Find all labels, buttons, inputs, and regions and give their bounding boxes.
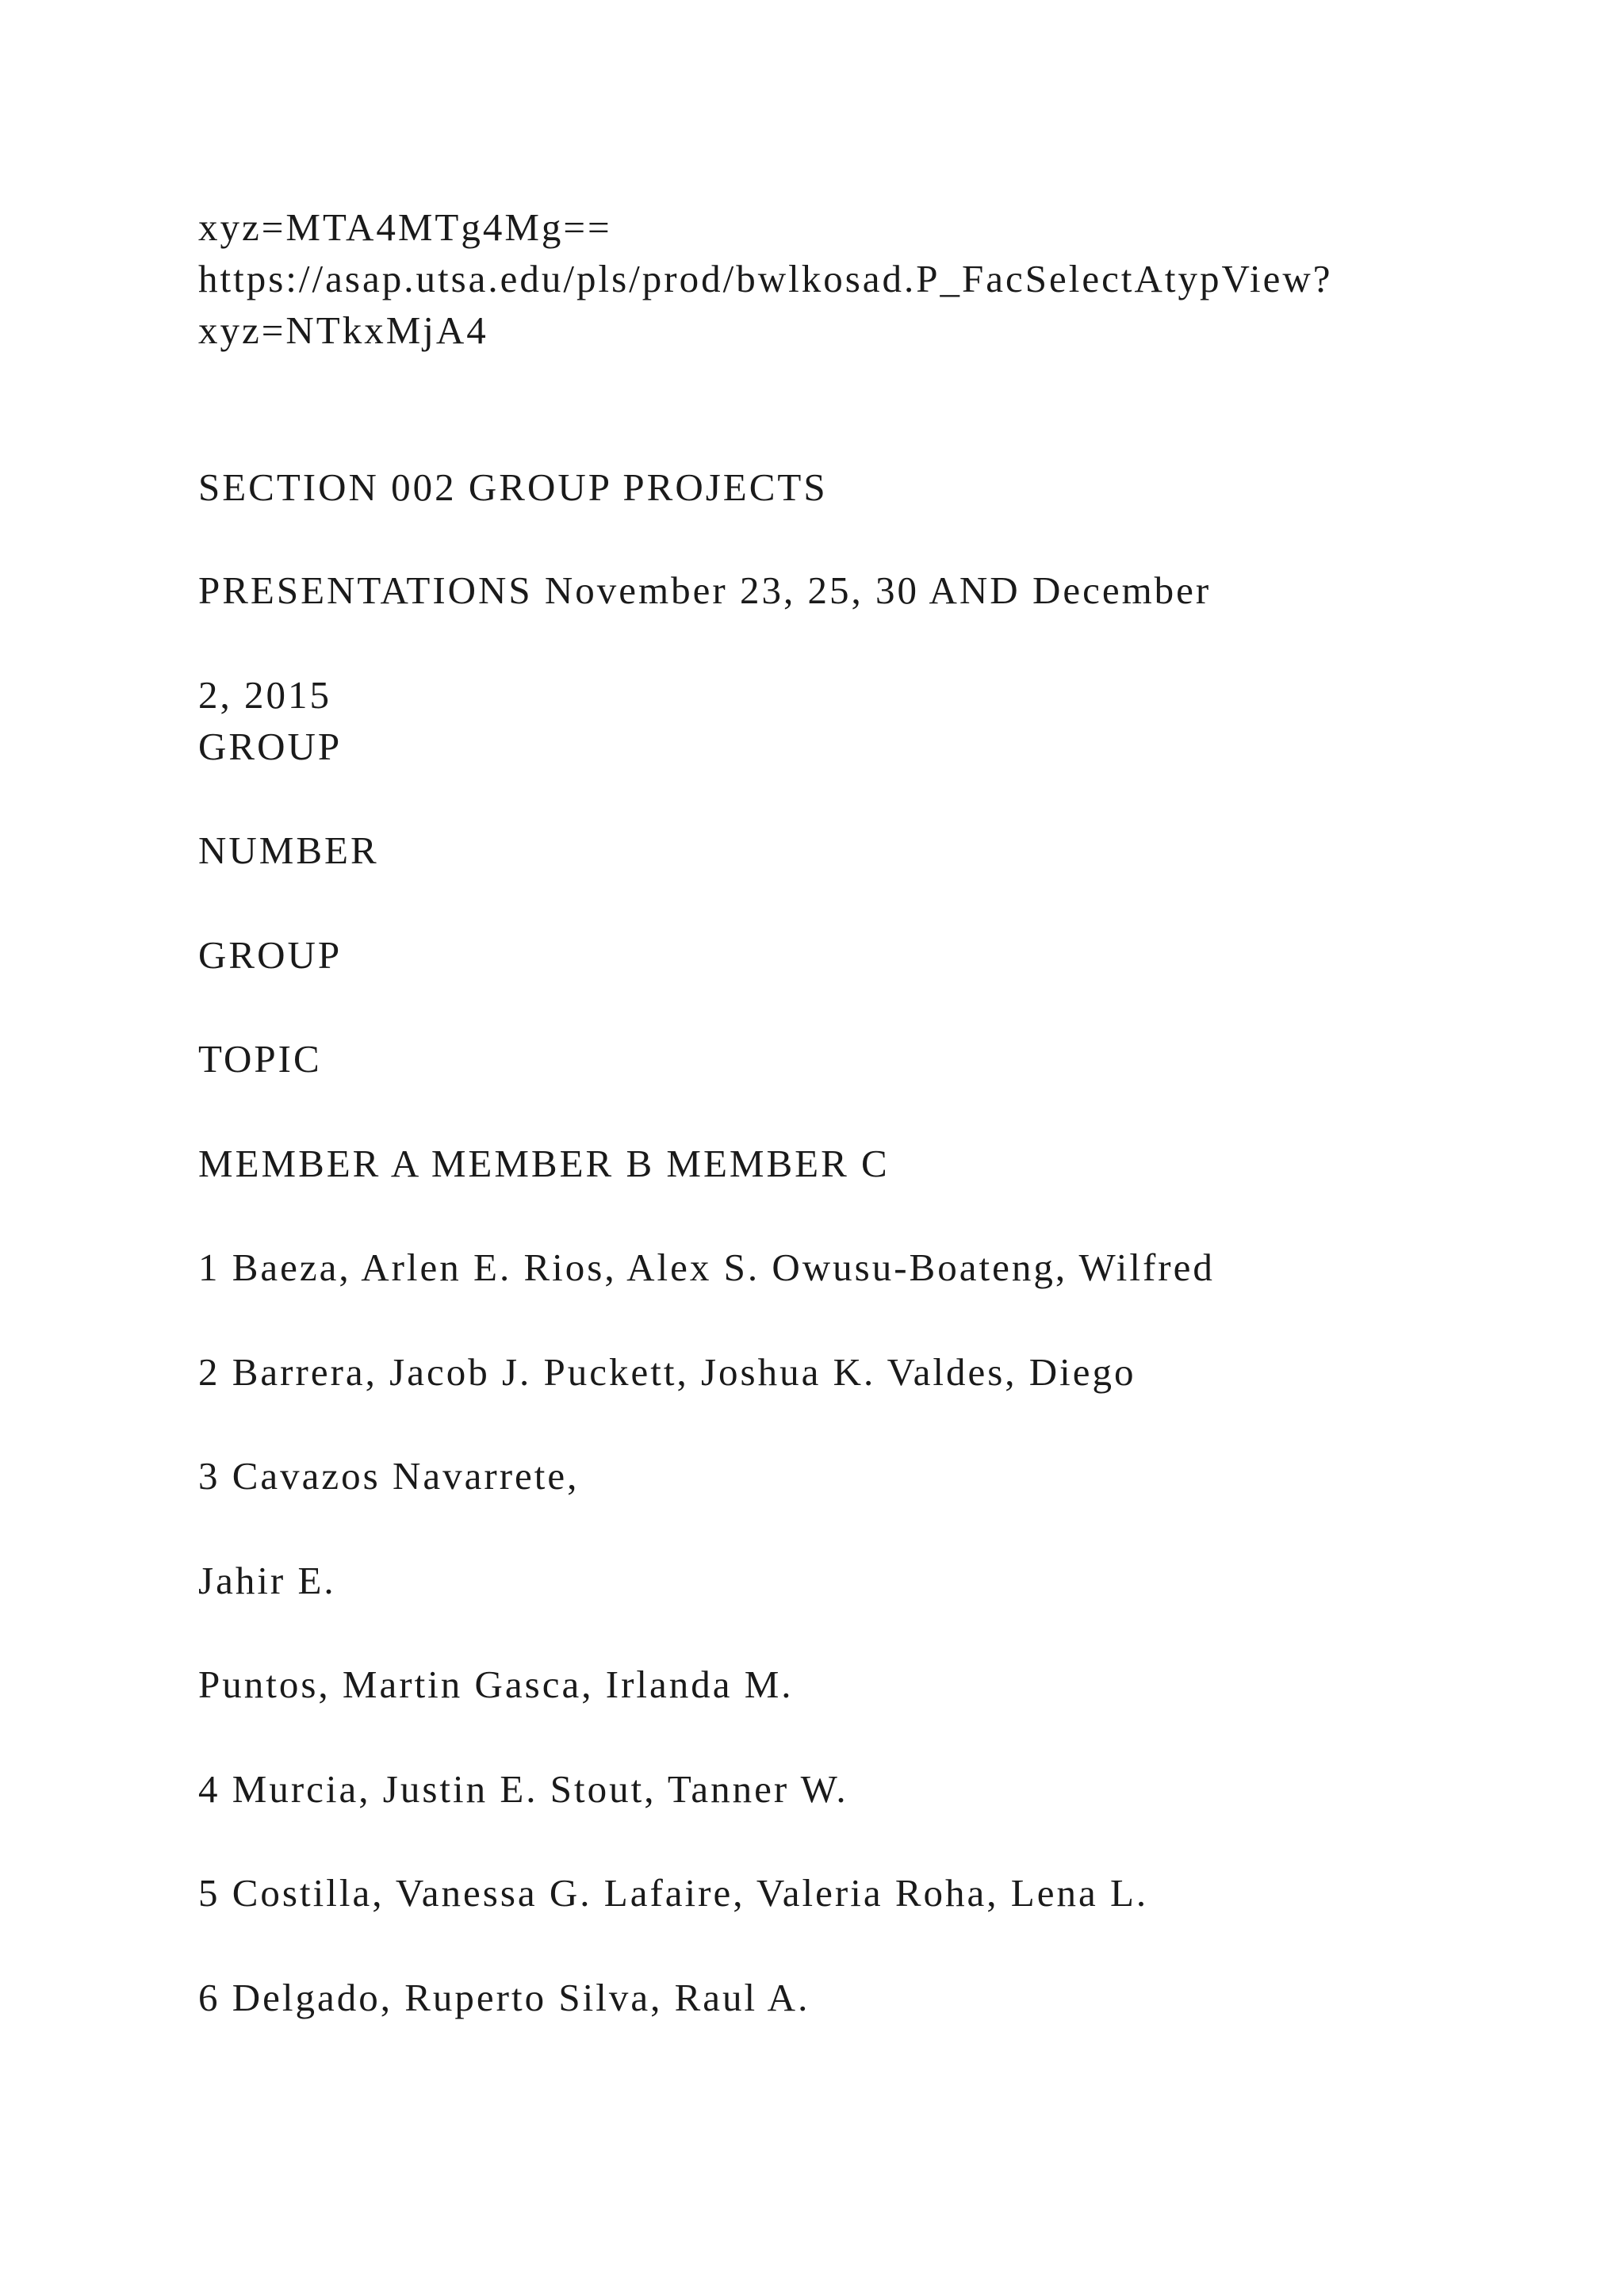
group-row-6: 6 Delgado, Ruperto Silva, Raul A. <box>198 1976 810 2019</box>
header-group-2: GROUP <box>198 933 343 977</box>
url-line-1: xyz=MTA4MTg4Mg== <box>198 205 612 249</box>
group-row-3a: 3 Cavazos Navarrete, <box>198 1454 580 1498</box>
group-row-2: 2 Barrera, Jacob J. Puckett, Joshua K. Valdes, Diego <box>198 1350 1136 1394</box>
header-group: GROUP <box>198 725 343 768</box>
header-number: NUMBER <box>198 828 379 872</box>
group-row-5: 5 Costilla, Vanessa G. Lafaire, Valeria Roha, Lena L. <box>198 1871 1149 1915</box>
presentations-year: 2, 2015 <box>198 673 331 717</box>
group-row-3b: Jahir E. <box>198 1559 336 1602</box>
url-line-3: xyz=NTkxMjA4 <box>198 308 488 352</box>
header-members: MEMBER A MEMBER B MEMBER C <box>198 1142 890 1185</box>
presentations-line: PRESENTATIONS November 23, 25, 30 AND December <box>198 568 1212 612</box>
group-row-4: 4 Murcia, Justin E. Stout, Tanner W. <box>198 1767 848 1811</box>
group-row-1: 1 Baeza, Arlen E. Rios, Alex S. Owusu-Boateng, Wilfred <box>198 1246 1215 1289</box>
section-title: SECTION 002 GROUP PROJECTS <box>198 465 828 509</box>
url-line-2: https://asap.utsa.edu/pls/prod/bwlkosad.P_FacSelectAtypView? <box>198 257 1333 300</box>
group-row-3c: Puntos, Martin Gasca, Irlanda M. <box>198 1663 794 1706</box>
header-topic: TOPIC <box>198 1037 322 1081</box>
